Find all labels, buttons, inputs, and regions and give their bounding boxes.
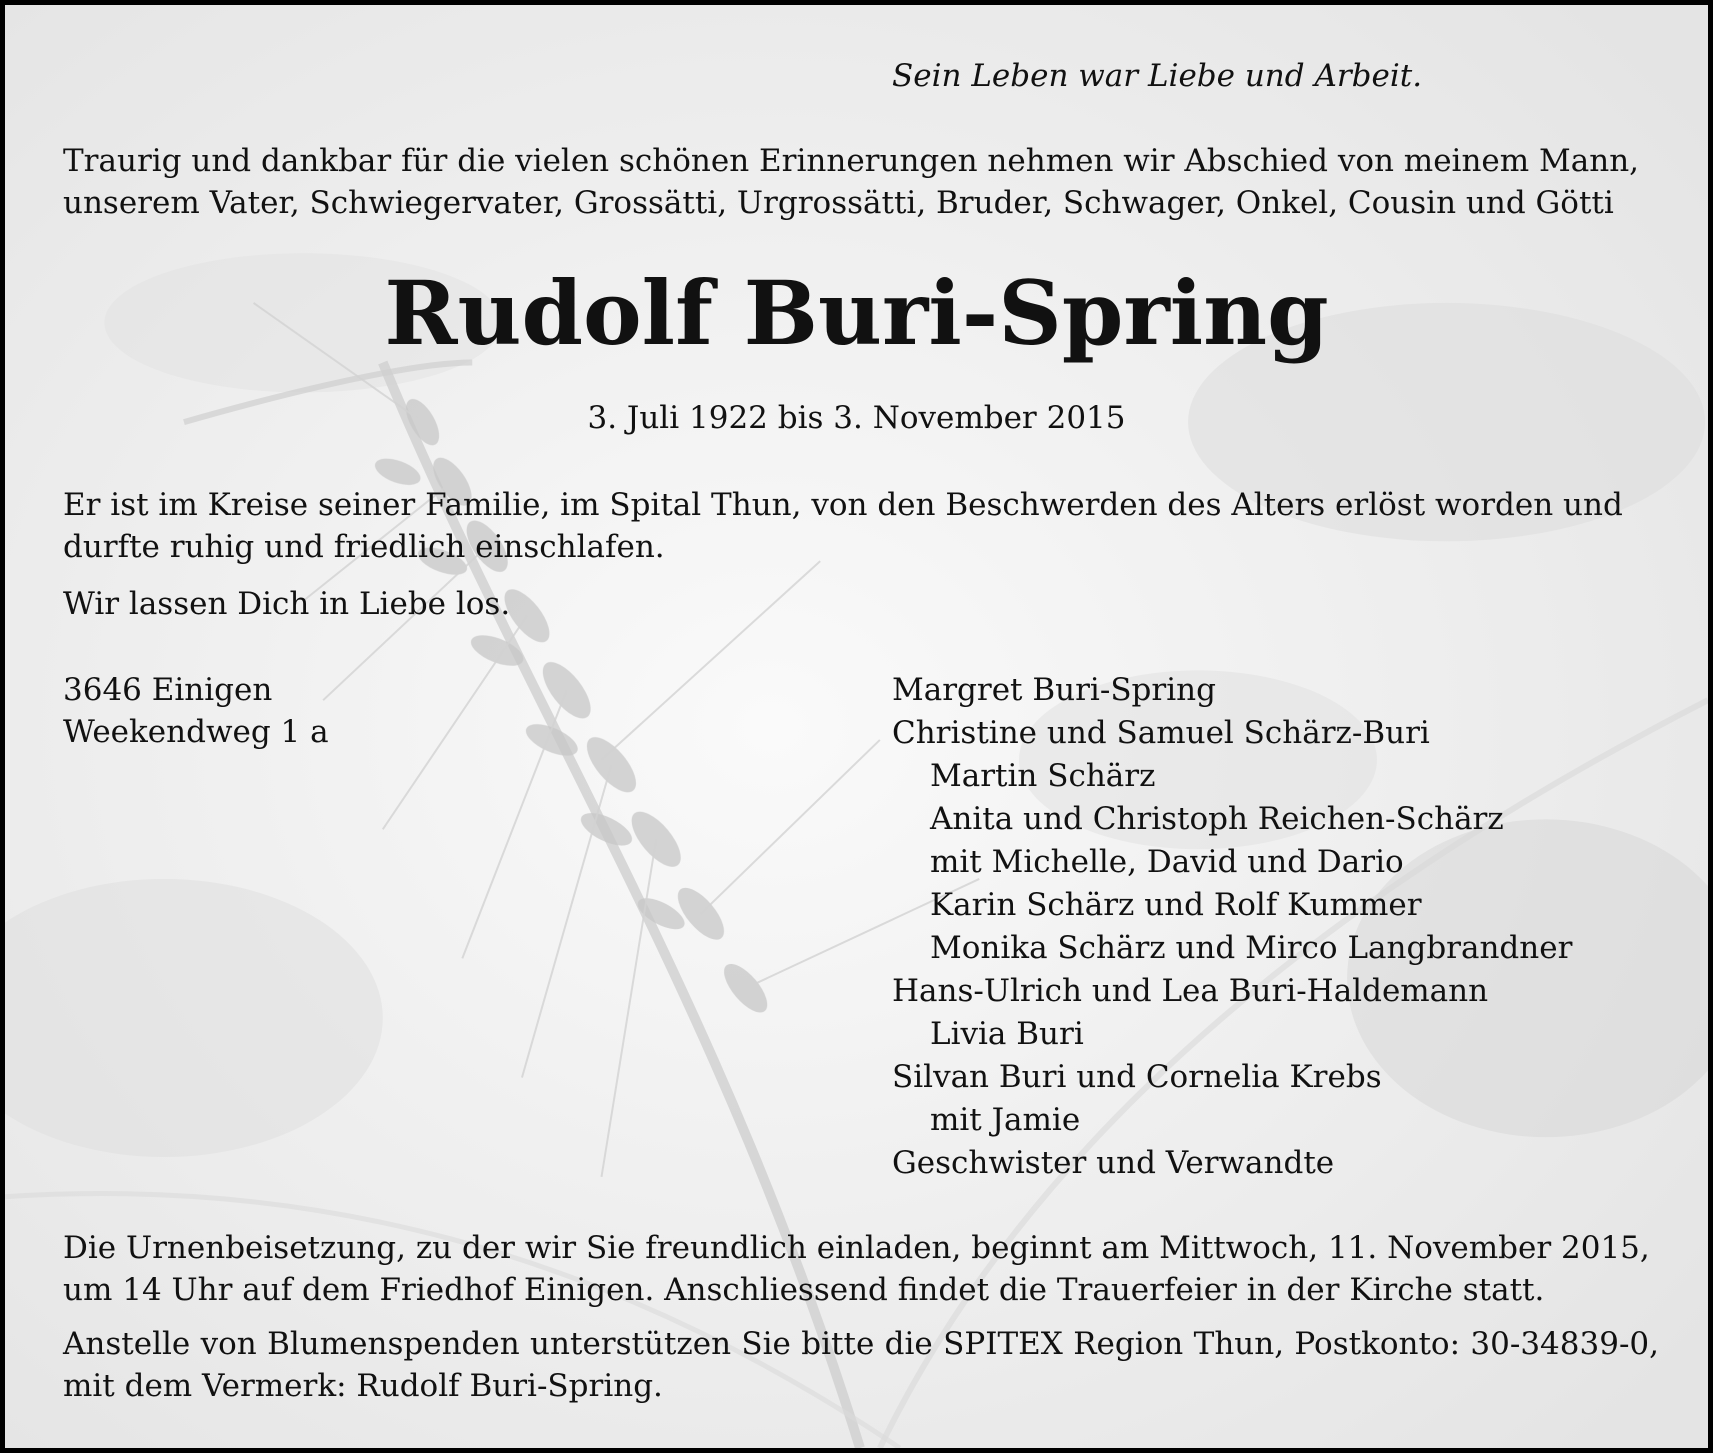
intro-paragraph: Traurig und dankbar für die vielen schönen Erinnerungen nehmen wir Abschied von meinem Mann, unserem Vater, Schwiegervater, Grossätti, Urgrossätti, Bruder, Schwager, Onkel, Cousin und Götti (63, 143, 1640, 221)
notice-content (5, 5, 1708, 1448)
list-item: Martin Schärz (930, 758, 1156, 794)
list-item: Silvan Buri und Cornelia Krebs (892, 1059, 1382, 1095)
deceased-name: Rudolf Buri-Spring (384, 261, 1329, 365)
list-item: Karin Schärz und Rolf Kummer (930, 887, 1422, 923)
motto: Sein Leben war Liebe und Arbeit. (892, 58, 1423, 94)
list-item: mit Michelle, David und Dario (930, 844, 1404, 880)
address-city: 3646 Einigen (63, 672, 273, 708)
list-item: Christine und Samuel Schärz-Buri (892, 715, 1430, 751)
list-item: Geschwister und Verwandte (892, 1145, 1335, 1181)
list-item: Margret Buri-Spring (892, 672, 1216, 708)
burial-paragraph: Die Urnenbeisetzung, zu der wir Sie freundlich einladen, beginnt am Mittwoch, 11. November 2015, um 14 Uhr auf dem Friedhof Einigen. Anschliessend findet die Trauerfeier in der Kirche statt. (63, 1230, 1650, 1308)
address-street: Weekendweg 1 a (63, 714, 329, 750)
survivors-list (892, 669, 1572, 1185)
list-item: Hans-Ulrich und Lea Buri-Haldemann (892, 973, 1489, 1009)
address-block (63, 669, 329, 753)
list-item: Anita und Christoph Reichen-Schärz (930, 801, 1504, 837)
life-dates: 3. Juli 1922 bis 3. November 2015 (587, 400, 1126, 436)
list-item: Monika Schärz und Mirco Langbrandner (930, 930, 1573, 966)
list-item: Livia Buri (930, 1016, 1084, 1052)
list-item: mit Jamie (930, 1102, 1081, 1138)
release-line: Wir lassen Dich in Liebe los. (63, 586, 511, 622)
body-paragraph: Er ist im Kreise seiner Familie, im Spital Thun, von den Beschwerden des Alters erlöst worden und durfte ruhig und friedlich einschlafen. (63, 487, 1623, 565)
donation-paragraph: Anstelle von Blumenspenden unterstützen Sie bitte die SPITEX Region Thun, Postkonto: 30-34839-0, mit dem Vermerk: Rudolf Buri-Spring. (63, 1326, 1659, 1404)
